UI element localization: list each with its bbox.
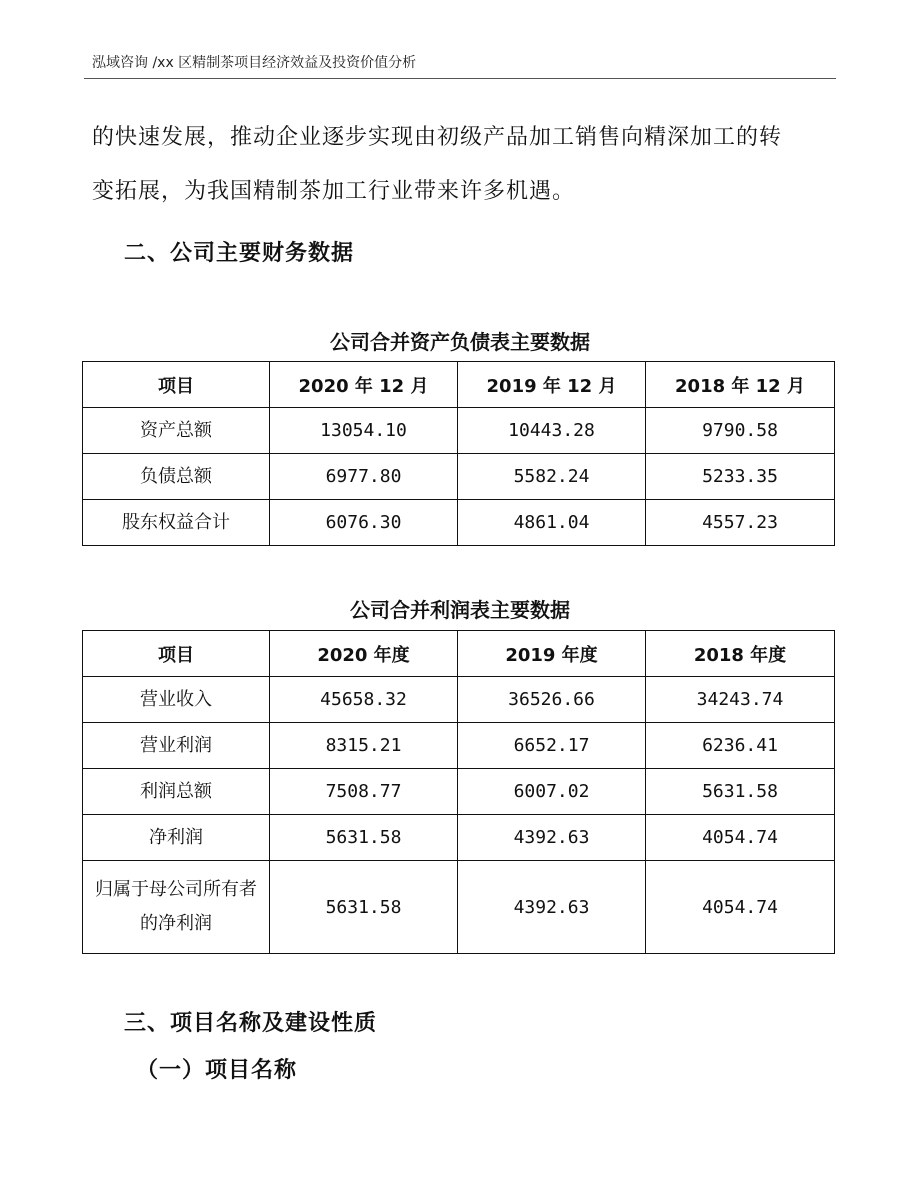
column-header: 2020 年 12 月 bbox=[270, 362, 458, 408]
section-3-heading: 三、项目名称及建设性质 bbox=[124, 1011, 378, 1036]
row-label: 净利润 bbox=[83, 815, 270, 861]
table-row bbox=[83, 500, 835, 546]
cell-value: 6236.41 bbox=[646, 723, 835, 769]
cell-value: 5582.24 bbox=[458, 454, 646, 500]
cell-value: 4054.74 bbox=[646, 815, 835, 861]
row-label: 利润总额 bbox=[83, 769, 270, 815]
table-row bbox=[83, 815, 835, 861]
row-label: 资产总额 bbox=[83, 408, 270, 454]
table-row bbox=[83, 454, 835, 500]
cell-value: 5631.58 bbox=[270, 815, 458, 861]
column-header: 2019 年 12 月 bbox=[458, 362, 646, 408]
cell-value: 4861.04 bbox=[458, 500, 646, 546]
column-header: 2019 年度 bbox=[458, 631, 646, 677]
row-label: 负债总额 bbox=[83, 454, 270, 500]
column-header: 2018 年度 bbox=[646, 631, 835, 677]
cell-value: 7508.77 bbox=[270, 769, 458, 815]
cell-value: 6977.80 bbox=[270, 454, 458, 500]
cell-value: 5631.58 bbox=[646, 769, 835, 815]
cell-value: 4054.74 bbox=[646, 861, 835, 954]
table-header-row bbox=[83, 631, 835, 677]
balance-sheet-title: 公司合并资产负债表主要数据 bbox=[330, 330, 590, 354]
table-row bbox=[83, 769, 835, 815]
column-header: 2020 年度 bbox=[270, 631, 458, 677]
cell-value: 8315.21 bbox=[270, 723, 458, 769]
cell-value: 4392.63 bbox=[458, 861, 646, 954]
cell-value: 9790.58 bbox=[646, 408, 835, 454]
cell-value: 13054.10 bbox=[270, 408, 458, 454]
cell-value: 5233.35 bbox=[646, 454, 835, 500]
table-row bbox=[83, 723, 835, 769]
cell-value: 6007.02 bbox=[458, 769, 646, 815]
cell-value: 36526.66 bbox=[458, 677, 646, 723]
section-2-heading: 二、公司主要财务数据 bbox=[124, 241, 355, 266]
row-label: 营业收入 bbox=[83, 677, 270, 723]
cell-value: 45658.32 bbox=[270, 677, 458, 723]
cell-value: 6652.17 bbox=[458, 723, 646, 769]
balance-sheet-table bbox=[82, 361, 835, 546]
table-row bbox=[83, 408, 835, 454]
table-row bbox=[83, 861, 835, 954]
column-header: 项目 bbox=[83, 631, 270, 677]
paragraph-line-1: 的快速发展，推动企业逐步实现由初级产品加工销售向精深加工的转 bbox=[92, 125, 783, 150]
table-row bbox=[83, 677, 835, 723]
column-header: 项目 bbox=[83, 362, 270, 408]
table-header-row bbox=[83, 362, 835, 408]
row-label: 营业利润 bbox=[83, 723, 270, 769]
cell-value: 34243.74 bbox=[646, 677, 835, 723]
income-statement-title: 公司合并利润表主要数据 bbox=[350, 598, 570, 622]
column-header: 2018 年 12 月 bbox=[646, 362, 835, 408]
row-label: 股东权益合计 bbox=[83, 500, 270, 546]
row-label: 归属于母公司所有者的净利润 bbox=[83, 861, 270, 954]
cell-value: 5631.58 bbox=[270, 861, 458, 954]
header-divider bbox=[84, 78, 836, 79]
cell-value: 6076.30 bbox=[270, 500, 458, 546]
section-3-subheading: （一）项目名称 bbox=[136, 1058, 298, 1083]
cell-value: 4392.63 bbox=[458, 815, 646, 861]
running-header: 泓域咨询 /xx 区精制茶项目经济效益及投资价值分析 bbox=[92, 55, 417, 71]
income-statement-table bbox=[82, 630, 835, 954]
cell-value: 4557.23 bbox=[646, 500, 835, 546]
paragraph-line-2: 变拓展，为我国精制茶加工行业带来许多机遇。 bbox=[92, 179, 576, 204]
cell-value: 10443.28 bbox=[458, 408, 646, 454]
